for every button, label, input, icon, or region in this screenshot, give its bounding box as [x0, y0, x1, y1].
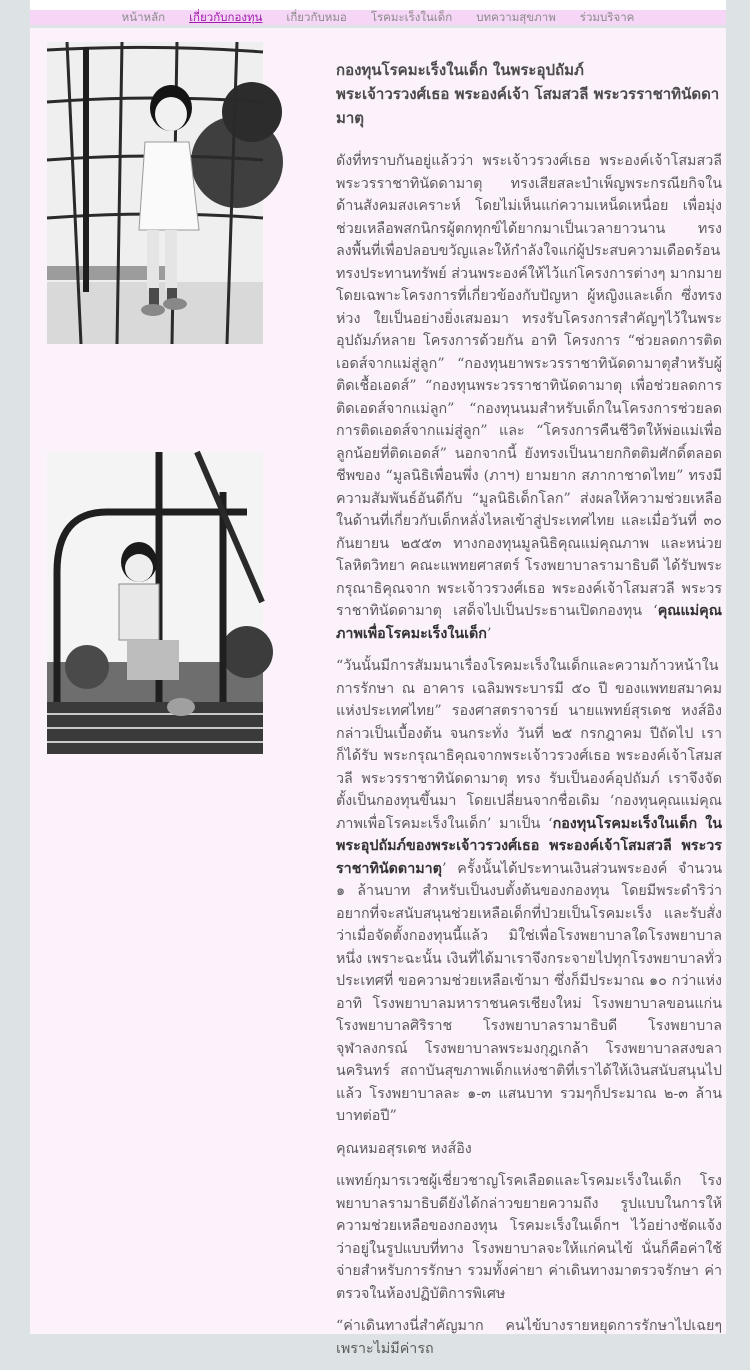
nav-about-fund[interactable]: เกี่ยวกับกองทุน — [189, 9, 263, 24]
article-paragraph-3: แพทย์กุมารเวชผู้เชี่ยวชาญโรคเลือดและโรคมะเร็งในเด็ก โรงพยาบาลรามาธิบดียังได้กล่าวขยายความถึง รูปแบบในการให้ความช่วยเหลือของกองทุน โรคมะเร็งในเด็กฯ ไว้อย่างชัดแจ้งว่าอยู่ในรูปแบบที่ทาง โรงพยาบาลจะให้แก่คนไข้ นั่นก็คือค่าใช้จ่ายสำหรับการรักษา รวมทั้งค่ายา ค่าเดินทางมาตรวจรักษา ค่าตรวจในห้องปฏิบัติการพิเศษ — [336, 1173, 722, 1302]
nav-health-articles[interactable]: บทความสุขภาพ — [476, 9, 556, 24]
nav-donate[interactable]: ร่วมบริจาค — [579, 9, 635, 24]
article — [336, 58, 722, 1370]
article-title-line-1: กองทุนโรคมะเร็งในเด็ก ในพระอุปถัมภ์ — [336, 61, 584, 79]
doctor-byline: คุณหมอสุรเดช หงส์อิง — [336, 1140, 472, 1157]
paragraph-1-text: ดังที่ทราบกันอยู่แล้วว่า พระเจ้าวรวงศ์เธอ พระองค์เจ้าโสมสวลี พระวรราชาทินัดดามาตุ ทรงเสียสละบำเพ็ญพระกรณียกิจในด้านสังคมสงเคราะห์ โดยไม่เห็นแก่ความเหน็ดเหนื่อย เพื่อมุ่งช่วยเหลือพสกนิกรผู้ตกทุกข์ได้ยากมาเป็นเวลายาวนาน ทรงลงพื้นที่เพื่อปลอบขวัญและให้กำลังใจแก่ผู้ประสบความเดือดร้อน ทรงประทานทรัพย์ ส่วนพระองค์ให้ไว้แก่โครงการต่างๆ มากมาย โดยเฉพาะโครงการที่เกี่ยวข้องกับปัญหา ผู้หญิงและเด็ก ซึ่งทรงห่วง ใยเป็นอย่างยิ่งเสมอมา ทรงรับโครงการสำคัญๆไว้ในพระอุปถัมภ์หลาย โครงการด้วยกัน อาทิ โครงการ “ช่วยลดการติดเอดส์จากแม่สู่ลูก” “กองทุนยาพระวรราชาทินัดดามาตุสำหรับผู้ติดเชื้อเอดส์” “กองทุนพระวรราชาทินัดดามาตุ เพื่อช่วยลดการติดเอดส์จากแม่ลูก” “กองทุนนมสำหรับเด็กในโครงการช่วยลดการติดเอดส์จากแม่สู่ลูก” และ “โครงการคืนชีวิตให้พ่อแม่เพื่อลูกน้อยที่ติดเอดส์” นอกจากนี้ ยังทรงเป็นนายกกิตติมศักดิ์ตลอดชีพของ “มูลนิธิเพื่อนพึ่ง (ภาฯ) ยามยาก สภากาชาดไทย” ทรงมีความสัมพันธ์อันดีกับ “มูลนิธิเด็กโลก” ส่งผลให้ความช่วยเหลือในด้านที่เกี่ยวกับเด็กหลั่งไหลเข้าสู่ประเทศไทย และเมื่อวันที่ ๓๐ กันยายน ๒๕๕๓ ทางกองทุนมูลนิธิคุณแม่คุณภาพ และหน่วยโลหิตวิทยา คณะแพทยศาสตร์ โรงพยาบาลรามาธิบดี ได้รับพระกรุณาธิคุณจาก พระเจ้าวรวงศ์เธอ พระองค์เจ้าโสมสวลี พระวรราชาทินัดดามาตุ เสด็จไปเป็นประธานเปิดกองทุน ‘ — [336, 153, 722, 619]
nav-childhood-cancer[interactable]: โรคมะเร็งในเด็ก — [370, 9, 453, 24]
main-nav — [30, 10, 726, 25]
article-title — [336, 58, 722, 130]
article-title-line-2: พระเจ้าวรวงศ์เธอ พระองค์เจ้า โสมสวลี พระวรราชาทินัดดามาตุ — [336, 85, 720, 127]
nav-about-doctor[interactable]: เกี่ยวกับหมอ — [286, 9, 347, 24]
fund-full-name: กองทุนโรคมะเร็งในเด็ก ในพระอุปถัมภ์ของพระเจ้าวรวงศ์เธอ พระองค์เจ้าโสมสวลี พระวรราชาทินัดดามาตุ — [336, 815, 722, 877]
paragraph-2-end: ’ ครั้งนั้นได้ประทานเงินส่วนพระองค์ จำนวน ๑ ล้านบาท สำหรับเป็นงบตั้งต้นของกองทุน โดยมีพระดำริว่า อยากที่จะสนับสนุนช่วยเหลือเด็กที่ป่วยเป็นโรคมะเร็ง และรับสั่งว่าเมื่อจัดตั้งกองทุนนี้แล้ว มิใช่เพื่อโรงพยาบาลใดโรงพยาบาลหนึ่ง เพราะฉะนั้น เงินที่ได้มาเราจึงกระจายไปทุกโรงพยาบาลทั่วประเทศที่ ขอความช่วยเหลือเข้ามา ซึ่งก็มีประมาณ ๑๐ กว่าแห่งอาทิ โรงพยาบาลมหาราชนครเชียงใหม่ โรงพยาบาลขอนแก่น โรงพยาบาลศิริราช โรงพยาบาลรามาธิบดี โรงพยาบาลจุฬาลงกรณ์ โรงพยาบาลพระมงกุฎเกล้า โรงพยาบาลสงขลานครินทร์ สถาบันสุขภาพเด็กแห่งชาติที่เราได้ให้เงินสนับสนุนไปแล้ว โรงพยาบาลละ ๑-๓ แสนบาท รวมๆก็ประมาณ ๒-๓ ล้านบาทต่อปี” — [336, 860, 722, 1124]
child-climbing-net-photo — [47, 42, 263, 344]
nav-home[interactable]: หน้าหลัก — [121, 9, 166, 24]
article-paragraph-2 — [336, 655, 722, 1128]
quality-mother-fund-name: คุณแม่คุณภาพเพื่อโรคมะเร็งในเด็ก — [336, 603, 722, 642]
paragraph-1-end: ’ — [486, 625, 492, 642]
article-paragraph-4: “ค่าเดินทางนี่สำคัญมาก คนไข้บางรายหยุดการรักษาไปเฉยๆ เพราะไม่มีค่ารถ — [336, 1318, 722, 1357]
content-page — [30, 28, 726, 1357]
article-paragraph-1 — [336, 150, 722, 645]
paragraph-2-text: “วันนั้นมีการสัมมนาเรื่องโรคมะเร็งในเด็กและความก้าวหน้าในการรักษา ณ อาคาร เฉลิมพระบารมี ๕๐ ปี ของแพทยสมาคมแห่งประเทศไทย” รองศาสตราจารย์ นายแพทย์สุรเดช หงส์อิง กล่าวเป็นเบื้องต้น จนกระทั่ง วันที่ ๒๕ กรกฎาคม ปีถัดไป เราก็ได้รับ พระกรุณาธิคุณจากพระเจ้าวรวงศ์เธอ พระองค์เจ้าโสมสวลี พระวรราชาทินัดดามาตุ ทรง รับเป็นองค์อุปถัมภ์ เราจึงจัดตั้งเป็นกองทุนขึ้นมา โดยเปลี่ยนจากชื่อเดิม ‘กองทุนคุณแม่คุณภาพเพื่อโรคมะเร็งในเด็ก’ มาเป็น ‘ — [336, 658, 722, 832]
child-climbing-playground-photo — [47, 452, 263, 754]
